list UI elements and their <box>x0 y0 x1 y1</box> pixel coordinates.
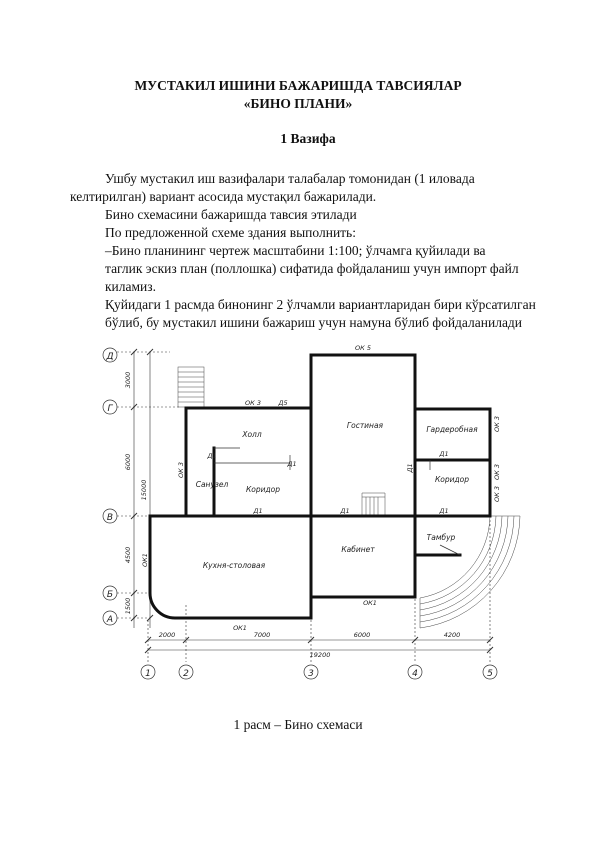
mark-ok3-right1: ОК 3 <box>493 416 501 432</box>
axis-letter-b: Б <box>106 590 114 600</box>
room-kitchen: Кухня-столовая <box>202 561 266 570</box>
mark-ok3-bath: ОК 3 <box>177 462 185 478</box>
mark-d1-hall: Д1 <box>207 452 217 460</box>
dim-v-15000: 15000 <box>140 479 148 501</box>
dash-line1: –Бино планининг чертеж масштабини 1:100; ўлчамга қуйилади ва <box>105 243 486 258</box>
russian-line: По предложенной схеме здания выполнить: <box>105 225 356 240</box>
room-hall: Холл <box>242 430 262 439</box>
doc-title-line2: «БИНО ПЛАНИ» <box>243 96 353 111</box>
para1-line2: келтирилган) вариант асосида мустақил бажарилади. <box>70 189 377 204</box>
room-corridor-right: Коридор <box>434 475 470 484</box>
dim-v-6000: 6000 <box>124 453 132 471</box>
figure-caption: 1 расм – Бино схемаси <box>233 717 363 732</box>
dim-v-3000: 3000 <box>124 371 132 389</box>
para3-line1: Қуйидаги 1 расмда бинонинг 2 ўлчамли вариантларидан бири кўрсатилган <box>105 297 536 312</box>
mark-ok3-right2: ОК 3 <box>493 464 501 480</box>
mark-d1-kitchen: Д1 <box>253 507 263 515</box>
axis-number-4: 4 <box>412 669 418 679</box>
axis-number-5: 5 <box>487 669 493 679</box>
dim-h-7000: 7000 <box>253 631 271 639</box>
para3-line2: бўлиб, бу мустакил ишини бажариш учун намуна бўлиб фойдаланилади <box>105 315 523 330</box>
axis-number-3: 3 <box>308 669 314 679</box>
room-vestibule: Тамбур <box>426 533 456 542</box>
room-bathroom: Санузел <box>195 480 229 489</box>
axis-letter-g: Г <box>107 404 113 414</box>
axis-letter-v: В <box>106 513 114 523</box>
axis-number-2: 2 <box>183 669 189 679</box>
axis-letter-a: А <box>106 615 114 625</box>
mark-d5: Д5 <box>278 399 288 407</box>
scheme-line: Бино схемасини бажаришда тавсия этилади <box>105 207 357 222</box>
mark-d1-vestibule: Д1 <box>439 507 449 515</box>
axis-number-1: 1 <box>145 669 151 679</box>
mark-ok1-left: ОК1 <box>141 553 149 567</box>
room-living: Гостиная <box>346 421 384 430</box>
dim-v-4500: 4500 <box>124 546 132 564</box>
mark-d1-wardrobe: Д1 <box>439 450 449 458</box>
dash-line2: таглик эскиз план (поллошка) сифатида фойдаланиш учун импорт файл <box>105 261 519 276</box>
mark-d1-living: Д1 <box>406 463 414 473</box>
dim-v-1500: 1500 <box>124 597 132 615</box>
room-office: Кабинет <box>341 545 375 554</box>
mark-ok3-hall: ОК 3 <box>245 399 261 407</box>
dim-h-2000: 2000 <box>158 631 176 639</box>
doc-title-line1: МУСТАКИЛ ИШИНИ БАЖАРИШДА ТАВСИЯЛАР <box>134 78 462 93</box>
dim-h-19200: 19200 <box>309 651 331 659</box>
mark-d1-corridor: Д1 <box>287 460 297 468</box>
dim-h-6000: 6000 <box>353 631 371 639</box>
mark-ok1-office: ОК1 <box>363 599 377 607</box>
mark-d1-office: Д1 <box>340 507 350 515</box>
para1-line1: Ушбу мустакил иш вазифалари талабалар томонидан (1 иловада <box>105 171 475 186</box>
axis-letter-d: Д <box>106 352 114 362</box>
mark-ok1-bottom: ОК1 <box>233 624 247 632</box>
mark-ok3-right3: ОК 3 <box>493 486 501 502</box>
dim-h-4200: 4200 <box>443 631 461 639</box>
task-heading: 1 Вазифа <box>280 131 336 146</box>
room-corridor-left: Коридор <box>245 485 281 494</box>
mark-ok5: ОК 5 <box>355 344 371 352</box>
dash-line3: киламиз. <box>105 279 156 294</box>
room-wardrobe: Гардеробная <box>426 425 478 434</box>
